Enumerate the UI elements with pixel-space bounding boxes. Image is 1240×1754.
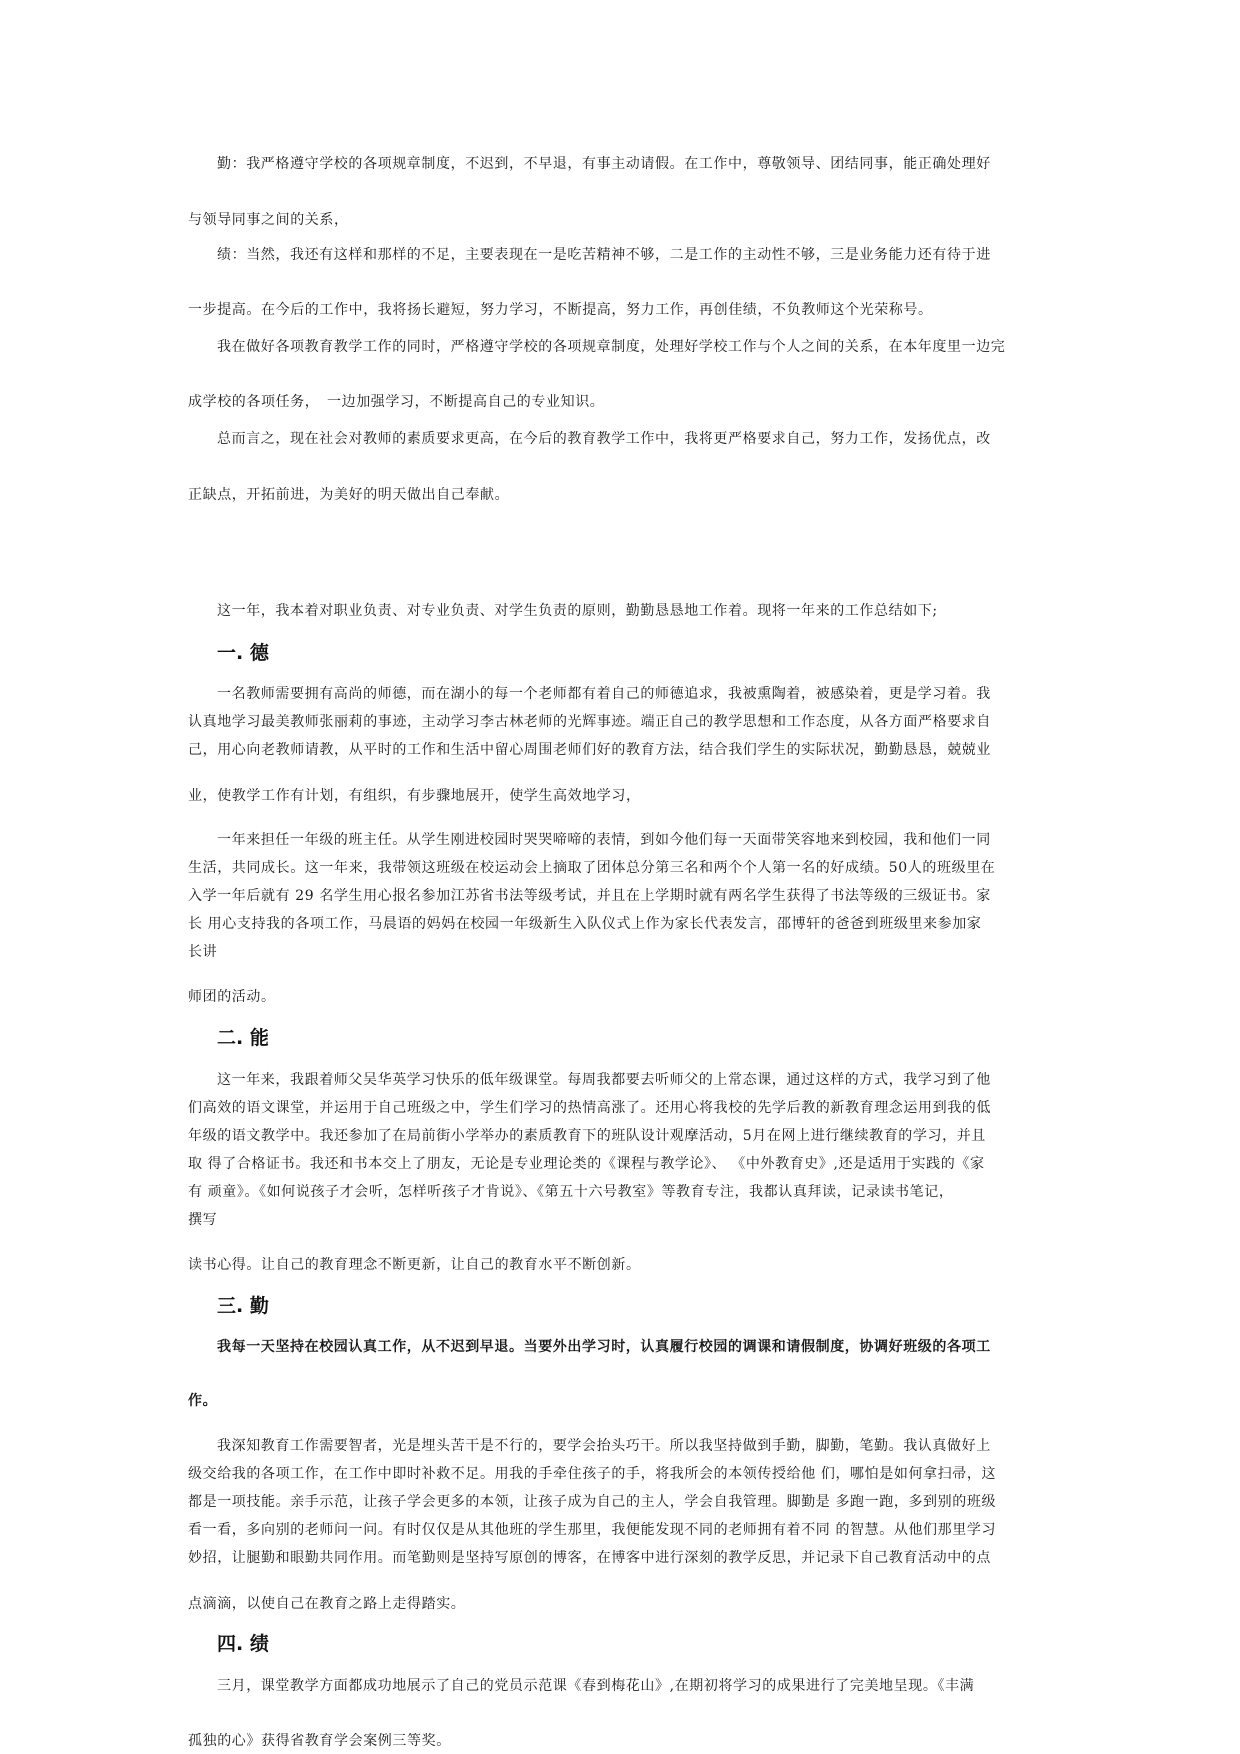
paragraph-line: 们高效的语文课堂，并运用于自己班级之中，学生们学习的热情高涨了。还用心将我校的先学后教的新教育理念运用到我的低 (188, 1100, 991, 1116)
paragraph-line: 取 得了合格证书。我还和书本交上了朋友，无论是专业理论类的《课程与教学论》、 《中外教育史》,还是适用于实践的《家 (188, 1156, 985, 1172)
section-heading-neng: 二. 能 (217, 1027, 269, 1049)
intro-line: 这一年，我本着对职业负责、对专业负责、对学生负责的原则，勤勤恳恳地工作着。现将一年来的工作总结如下; (217, 603, 938, 619)
paragraph-line: 长 用心支持我的各项工作，马晨语的妈妈在校园一年级新生入队仪式上作为家长代表发言，邵博轩的爸爸到班级里来参加家 (188, 916, 982, 932)
paragraph-line: 撰写 (188, 1212, 218, 1228)
paragraph-line: 三月，课堂教学方面都成功地展示了自己的党员示范课《春到梅花山》,在期初将学习的成果进行了完美地呈现。《丰满 (217, 1678, 975, 1694)
paragraph-line: 看一看，多向别的老师问一问。有时仅仅是从其他班的学生那里，我便能发现不同的老师拥有着不同 的智慧。从他们那里学习 (188, 1522, 997, 1538)
paragraph-line: 正缺点，开拓前进，为美好的明天做出自己奉献。 (188, 487, 510, 503)
paragraph-line: 绩：当然，我还有这样和那样的不足，主要表现在一是吃苦精神不够，二是工作的主动性不够，三是业务能力还有待于进 (217, 247, 991, 263)
paragraph-line: 年级的语文教学中。我还参加了在局前街小学举办的素质教育下的班队设计观摩活动，5月在网上进行继续教育的学习，并且 (188, 1128, 986, 1144)
paragraph-line: 都是一项技能。亲手示范，让孩子学会更多的本领，让孩子成为自己的主人，学会自我管理。脚勤是 多跑一跑，多到别的班级 (188, 1494, 997, 1510)
paragraph-line: 一年来担任一年级的班主任。从学生刚进校园时哭哭啼啼的表情，到如今他们每一天面带笑容地来到校园，我和他们一同 (217, 832, 991, 848)
paragraph-line: 一名教师需要拥有高尚的师德，而在湖小的每一个老师都有着自己的师德追求，我被熏陶着，被感染着，更是学习着。我 (217, 686, 991, 702)
paragraph-line: 业，使教学工作有计划，有组织，有步骤地展开，使学生高效地学习， (188, 788, 641, 804)
paragraph-line: 生活，共同成长。这一年来，我带领这班级在校运动会上摘取了团体总分第三名和两个个人第一名的好成绩。50人的班级里在 (188, 860, 996, 876)
paragraph-line: 级交给我的各项工作，在工作中即时补救不足。用我的手牵住孩子的手，将我所会的本领传授给他 们，哪怕是如何拿扫帚，这 (188, 1466, 997, 1482)
paragraph-line: 成学校的各项任务， 一边加强学习，不断提高自己的专业知识。 (188, 394, 605, 410)
paragraph-line: 读书心得。让自己的教育理念不断更新，让自己的教育水平不断创新。 (188, 1257, 641, 1273)
paragraph-line-bold: 我每一天坚持在校园认真工作，从不迟到早退。当要外出学习时，认真履行校园的调课和请假制度，协调好班级的各项工 (217, 1339, 991, 1355)
paragraph-line-bold: 作。 (188, 1393, 218, 1409)
paragraph-line: 点滴滴，以使自己在教育之路上走得踏实。 (188, 1596, 466, 1612)
section-heading-qin: 三. 勤 (217, 1295, 269, 1317)
paragraph-line: 一步提高。在今后的工作中，我将扬长避短，努力学习，不断提高，努力工作，再创佳绩，不负教师这个光荣称号。 (188, 302, 933, 318)
paragraph-line: 妙招，让腿勤和眼勤共同作用。而笔勤则是坚持写原创的博客，在博客中进行深刻的教学反思，并记录下自己教育活动中的点 (188, 1550, 991, 1566)
paragraph-line: 认真地学习最美教师张丽莉的事迹，主动学习李古林老师的光辉事迹。端正自己的教学思想和工作态度，从各方面严格要求自 (188, 714, 991, 730)
paragraph-line: 长讲 (188, 944, 218, 960)
paragraph-line: 我在做好各项教育教学工作的同时，严格遵守学校的各项规章制度，处理好学校工作与个人之间的关系，在本年度里一边完 (217, 339, 1006, 355)
paragraph-line: 己，用心向老教师请教，从平时的工作和生活中留心周围老师们好的教育方法，结合我们学生的实际状况，勤勤恳恳，兢兢业 (188, 742, 991, 758)
paragraph-line: 师团的活动。 (188, 989, 276, 1005)
paragraph-line: 与领导同事之间的关系， (188, 212, 349, 228)
paragraph-line: 有 顽童》。《如何说孩子才会听，怎样听孩子才肯说》、《第五十六号教室》等教育专注，我都认真拜读，记录读书笔记， (188, 1184, 954, 1200)
paragraph-line: 入学一年后就有 29 名学生用心报名参加江苏省书法等级考试，并且在上学期时就有两名学生获得了书法等级的三级证书。家 (188, 888, 991, 904)
section-heading-de: 一. 德 (217, 642, 269, 664)
section-heading-ji: 四. 绩 (217, 1633, 269, 1655)
paragraph-line: 勤：我严格遵守学校的各项规章制度，不迟到，不早退，有事主动请假。在工作中，尊敬领导、团结同事，能正确处理好 (217, 156, 991, 172)
paragraph-line: 孤独的心》获得省教育学会案例三等奖。 (188, 1733, 451, 1749)
paragraph-line: 我深知教育工作需要智者，光是埋头苦干是不行的，要学会抬头巧干。所以我坚持做到手勤，脚勤，笔勤。我认真做好上 (217, 1438, 991, 1454)
paragraph-line: 这一年来，我跟着师父吴华英学习快乐的低年级课堂。每周我都要去听师父的上常态课，通过这样的方式，我学习到了他 (217, 1072, 991, 1088)
paragraph-line: 总而言之，现在社会对教师的素质要求更高，在今后的教育教学工作中，我将更严格要求自己，努力工作，发扬优点，改 (217, 431, 991, 447)
